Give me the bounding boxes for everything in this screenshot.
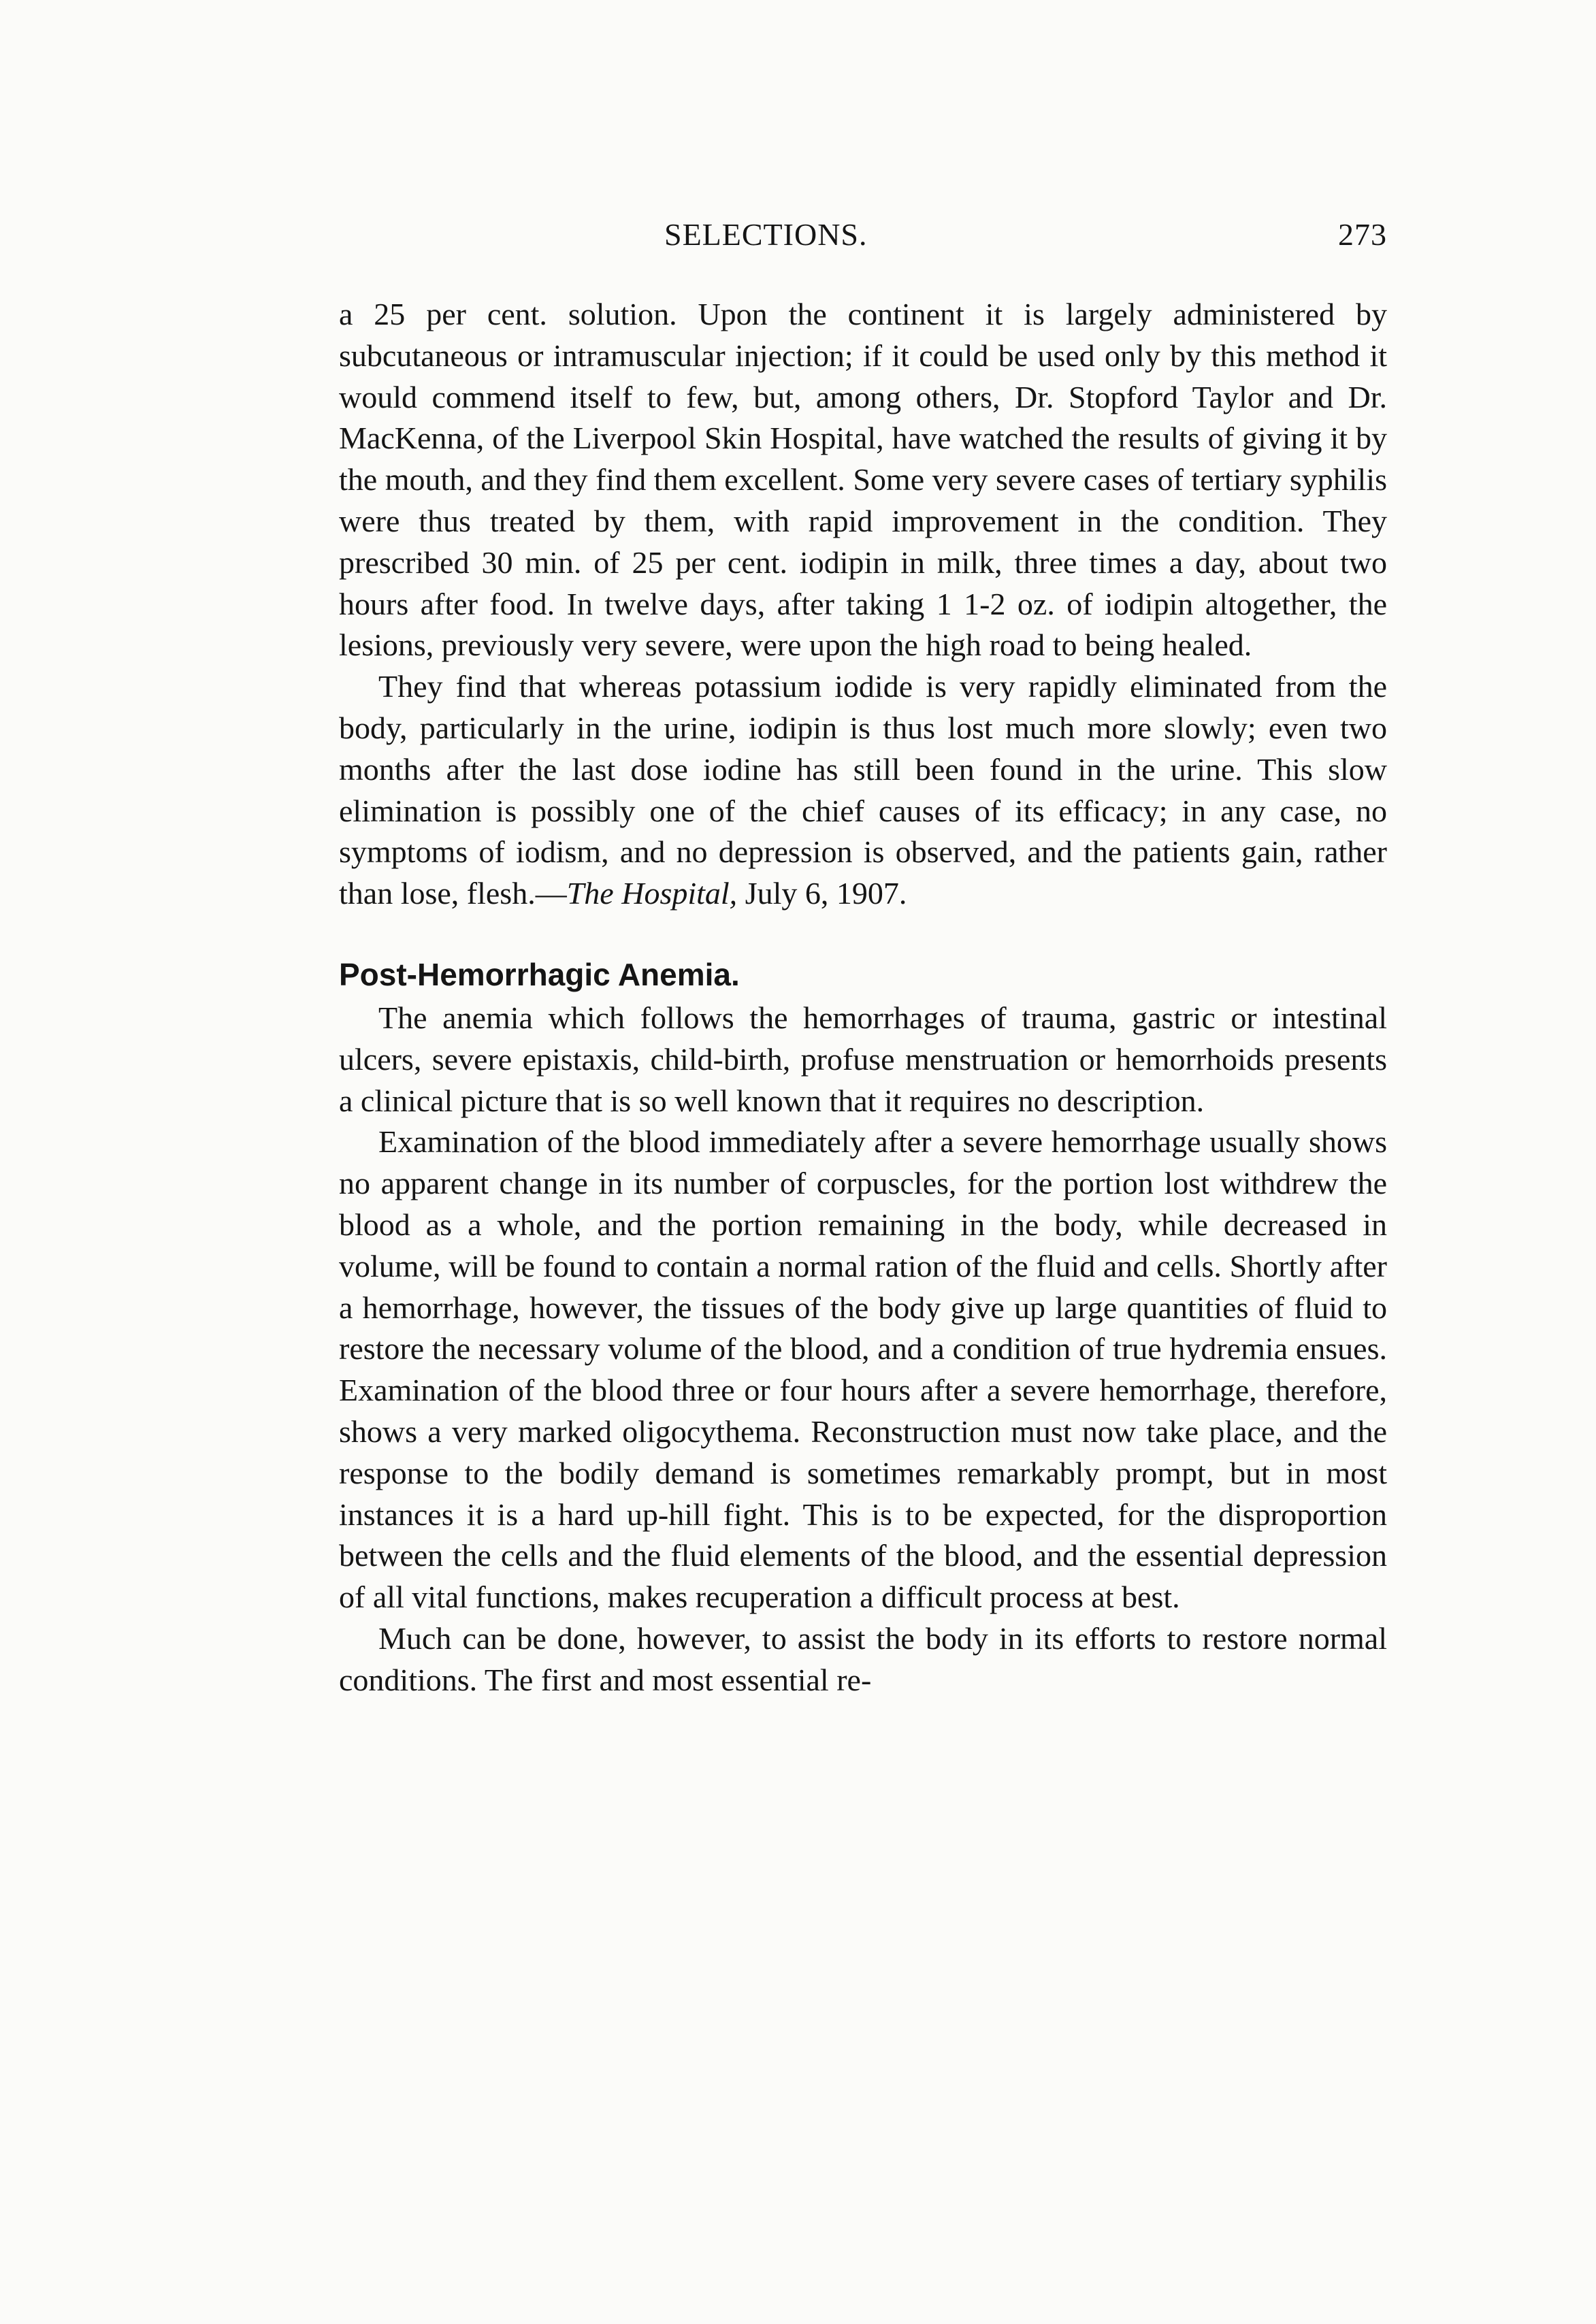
- citation-date: July 6, 1907.: [737, 876, 907, 911]
- section-heading: Post-Hemorrhagic Anemia.: [339, 956, 740, 992]
- paragraph-iodipin-elimination: [339, 666, 1387, 915]
- running-title: SELECTIONS.: [664, 217, 868, 252]
- page-body: [339, 294, 1387, 1701]
- paragraph-restoration: Much can be done, however, to assist the body in its efforts to restore normal conditions. The first and most essential re-: [339, 1620, 1387, 1697]
- running-head: [339, 216, 1387, 264]
- paragraph-iodipin-treatment: a 25 per cent. solution. Upon the continent it is largely administered by subcutaneous or intramuscular injection; if it could be used only by this method it would commend itself to few, but, among others, Dr. Stopford Taylor and Dr. MacKenna, of the Liverpool Skin Hospital, have watched the results of giving it by the mouth, and they find them excellent. Some very severe cases of tertiary syphilis were thus treated by them, with rapid improvement in the condition. They prescribed 30 min. of 25 per cent. iodipin in milk, three times a day, about two hours after food. In twelve days, after taking 1 1-2 oz. of iodipin altogether, the lesions, previously very severe, were upon the high road to being healed.: [339, 297, 1387, 663]
- paragraph-blood-examination: Examination of the blood immediately after a severe hemorrhage usually shows no apparent change in its number of corpuscles, for the portion lost withdrew the blood as a whole, and the portion remaining in the body, while decreased in volume, will be found to contain a normal ration of the fluid and cells. Shortly after a hemorrhage, however, the tissues of the body give up large quantities of fluid to restore the necessary volume of the blood, and a condition of true hydremia ensues. Examination of the blood three or four hours after a severe hemorrhage, therefore, shows a very marked oligocythema. Reconstruction must now take place, and the response to the bodily demand is sometimes remarkably prompt, but in most instances it is a hard up-hill fight. This is to be expected, for the disproportion between the cells and the fluid elements of the blood, and the essential depression of all vital functions, makes recuperation a difficult process at best.: [339, 1124, 1387, 1615]
- elimination-text: They find that whereas potassium iodide is very rapidly eliminated from the body, particularly in the urine, iodipin is thus lost much more slowly; even two months after the last dose iodine has still been found in the urine. This slow elimination is possibly one of the chief causes of its efficacy; in any case, no symptoms of iodism, and no depression is observed, and the patients gain, rather than lose, flesh.—: [339, 669, 1387, 911]
- page-number: 273: [1338, 217, 1387, 252]
- paragraph-anemia-intro: The anemia which follows the hemorrhages of trauma, gastric or intestinal ulcers, severe epistaxis, child-birth, profuse menstruation or hemorrhoids presents a clinical picture that is so well known that it requires no description.: [339, 1000, 1387, 1118]
- source-citation: The Hospital,: [566, 876, 738, 911]
